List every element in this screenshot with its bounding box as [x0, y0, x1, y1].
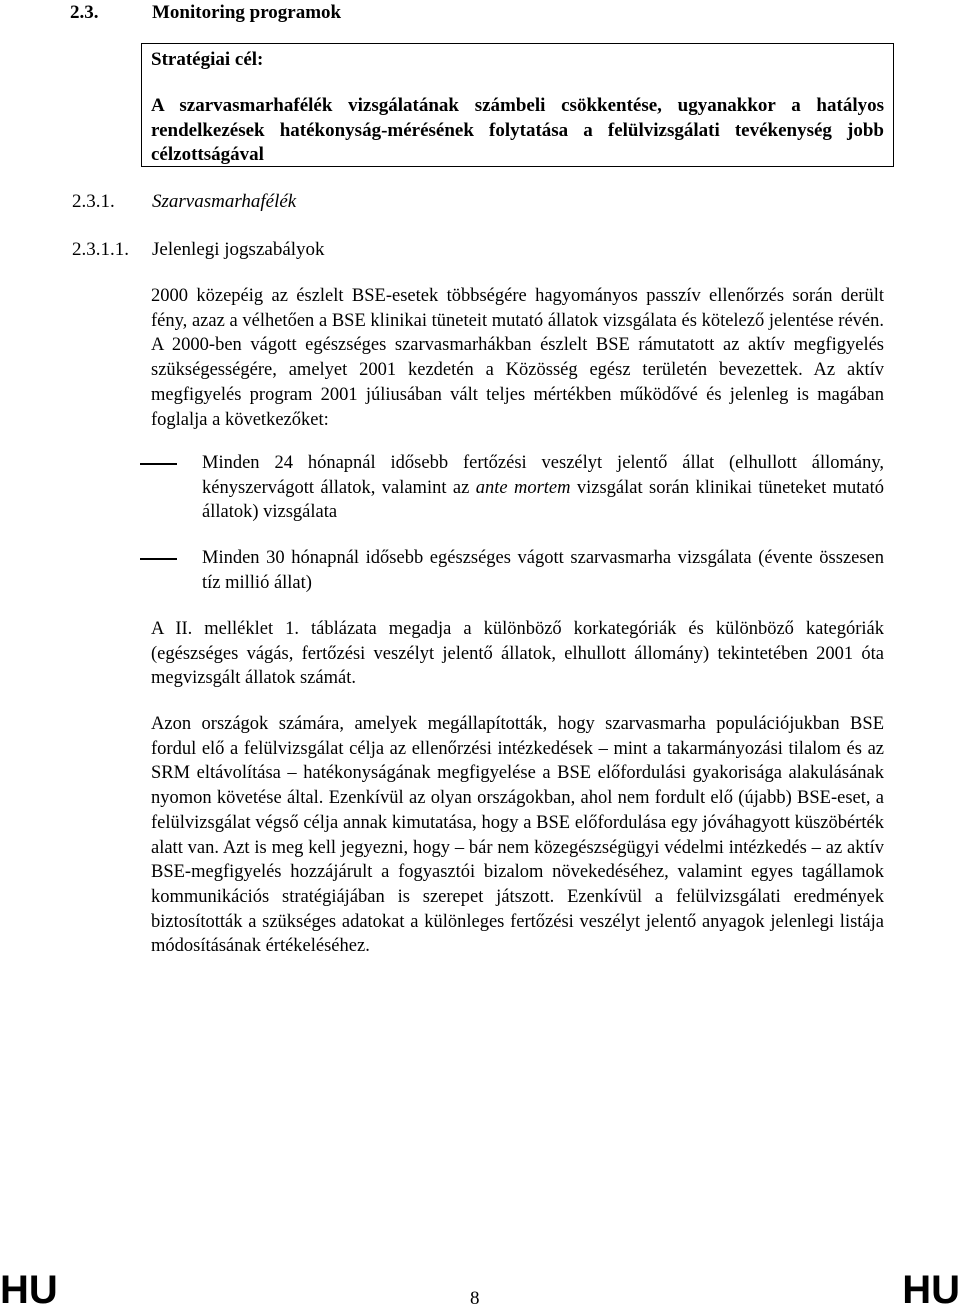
- italic-term: ante mortem: [475, 477, 571, 498]
- section-heading: [70, 0, 341, 26]
- dash-bullet-icon: [140, 558, 177, 560]
- list-item: [151, 451, 884, 525]
- paragraph-1: 2000 közepéig az észlelt BSE-esetek többségére hagyományos passzív ellenőrzés során derült fény, azaz a vélhetően a BSE klinikai tüneteit mutató állatok vizsgálata és kötelező jelentése révén. A 2000-ben vágott egészséges szarvasmarhákban észlelt BSE rámutatott az aktív megfigyelés szükségességére, amelyet 2001 kezdetén a Közösség egész területén bevezettek. Az aktív megfigyelés program 2001 júliusában vált teljes mértékben működővé és jelenleg is magában foglalja a következőket:: [151, 286, 884, 430]
- subsubsection-title: Jelenlegi jogszabályok: [152, 239, 325, 260]
- subsubsection-number: 2.3.1.1.: [72, 239, 129, 260]
- section-number: 2.3.: [70, 2, 99, 23]
- list-item-text: Minden 24 hónapnál idősebb fertőzési veszélyt jelentő állat (elhullott állomány, kényszervágott állatok, valamint az ante mortem vizsgálat során klinikai tüneteket mutató állatok) vizsgálata: [202, 453, 885, 523]
- strategic-goal-text: A szarvasmarhafélék vizsgálatának számbeli csökkentése, ugyanakkor a hatályos rendelkezések hatékonyság-mérésének folytatása a felülvizsgálati tevékenység jobb célzottságával: [151, 95, 884, 165]
- footer-language-left: HU: [0, 1268, 58, 1312]
- subsection-title: Szarvasmarhafélék: [152, 191, 297, 212]
- list-item-text: Minden 30 hónapnál idősebb egészséges vágott szarvasmarha vizsgálata (évente összesen tíz millió állat): [202, 548, 884, 593]
- footer-language-right: HU: [902, 1268, 960, 1312]
- section-title: Monitoring programok: [152, 2, 342, 23]
- page-number: 8: [470, 1288, 480, 1309]
- dash-bullet-icon: [140, 463, 177, 465]
- subsection-heading: [72, 190, 296, 214]
- subsubsection-heading: [72, 238, 325, 262]
- paragraph-3: Azon országok számára, amelyek megállapították, hogy szarvasmarha populációjukban BSE fordul elő a felülvizsgálat célja az ellenőrzési intézkedések – mint a takarmányozási tilalom és az SRM eltávolítása – hatékonyságának megfigyelése a BSE előfordulási gyakorisága alakulásának nyomon követése által. Ezenkívül az olyan országokban, ahol nem fordult elő (újabb) BSE-eset, a felülvizsgálat végső célja annak kimutatása, hogy a BSE előfordulása egy jóváhagyott küszöbérték alatt van. Azt is meg kell jegyezni, hogy – bár nem közegészségügyi védelmi intézkedés – az aktív BSE-megfigyelés hozzájárult a fogyasztói bizalom növekedéséhez, valamint egyes tagállamok kommunikációs stratégiájában is szerepet játszott. Ezenkívül a felülvizsgálati eredmények biztosították a szükséges adatokat a különleges fertőzési veszélyt jelentő anyagok jelenlegi listája módosításának értékeléséhez.: [151, 714, 884, 957]
- strategic-goal-label: Stratégiai cél:: [151, 49, 264, 70]
- paragraph-2: A II. melléklet 1. táblázata megadja a különböző korkategóriák és különböző kategóriák (egészséges vágás, fertőzési veszélyt jelentő állatok, elhullott állomány) tekintetében 2001 óta megvizsgált állatok számát.: [151, 619, 884, 689]
- subsection-number: 2.3.1.: [72, 191, 115, 212]
- list-item: [151, 546, 884, 595]
